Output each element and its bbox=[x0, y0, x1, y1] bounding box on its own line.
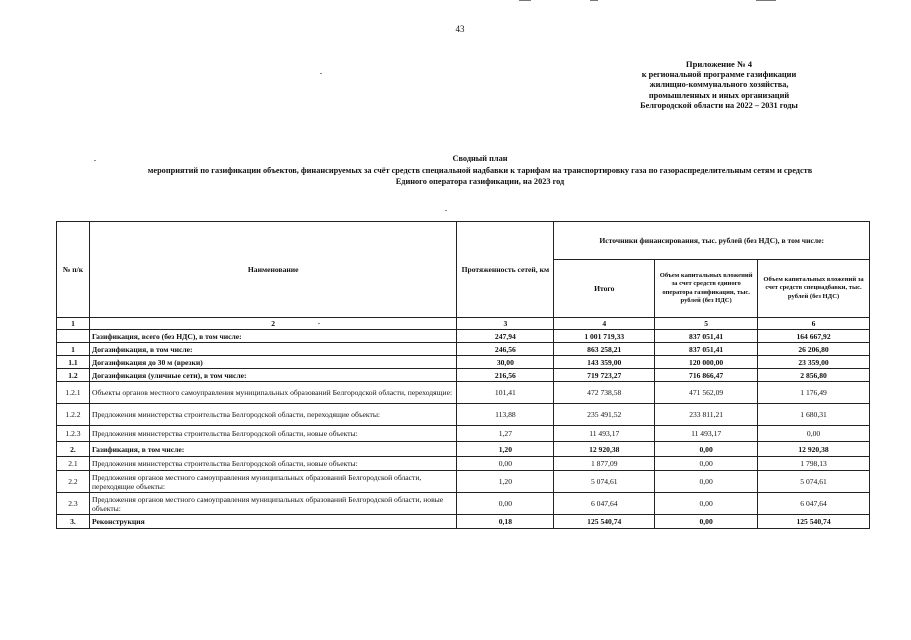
gasification-plan-table bbox=[56, 221, 870, 529]
header-surcharge-funds: Объем капитальных вложений за счет средств спецнадбавки, тыс. рублей (без НДС) bbox=[758, 260, 870, 318]
column-number: 3 bbox=[457, 318, 554, 330]
row-total: 125 540,74 bbox=[554, 515, 655, 529]
row-length: 247,94 bbox=[457, 330, 554, 343]
table-row bbox=[57, 493, 870, 515]
column-number: 1 bbox=[57, 318, 90, 330]
row-surcharge: 23 359,00 bbox=[758, 356, 870, 369]
table-row bbox=[57, 382, 870, 404]
row-number bbox=[57, 330, 90, 343]
table-row bbox=[57, 515, 870, 529]
scan-edge-line bbox=[756, 0, 776, 1]
row-length: 0,00 bbox=[457, 457, 554, 471]
row-surcharge: 125 540,74 bbox=[758, 515, 870, 529]
row-length: 1,20 bbox=[457, 471, 554, 493]
appendix-header bbox=[589, 59, 849, 112]
table-row bbox=[57, 404, 870, 426]
row-length: 0,18 bbox=[457, 515, 554, 529]
row-total: 719 723,27 bbox=[554, 369, 655, 382]
row-operator: 471 562,09 bbox=[655, 382, 758, 404]
row-length: 1,20 bbox=[457, 442, 554, 457]
row-operator: 716 866,47 bbox=[655, 369, 758, 382]
row-surcharge: 0,00 bbox=[758, 426, 870, 442]
row-total: 863 258,21 bbox=[554, 343, 655, 356]
row-name: Газификация, в том числе: bbox=[89, 442, 456, 457]
row-total: 1 877,09 bbox=[554, 457, 655, 471]
row-total: 5 074,61 bbox=[554, 471, 655, 493]
row-name: Газификация, всего (без НДС), в том числе: bbox=[89, 330, 456, 343]
row-surcharge: 26 206,80 bbox=[758, 343, 870, 356]
row-total: 143 359,00 bbox=[554, 356, 655, 369]
row-length: 113,88 bbox=[457, 404, 554, 426]
table-row bbox=[57, 442, 870, 457]
row-operator: 0,00 bbox=[655, 457, 758, 471]
header-sources: Источники финансирования, тыс. рублей (без НДС), в том числе: bbox=[554, 222, 870, 260]
row-name: Догазификация, в том числе: bbox=[89, 343, 456, 356]
appendix-line: Приложение № 4 bbox=[685, 59, 753, 69]
row-number: 2. bbox=[57, 442, 90, 457]
table-row bbox=[57, 369, 870, 382]
row-operator: 120 000,00 bbox=[655, 356, 758, 369]
title-line: Сводный план bbox=[452, 154, 508, 163]
row-operator: 837 051,41 bbox=[655, 343, 758, 356]
row-name: Предложения министерства строительства Белгородской области, новые объекты: bbox=[89, 457, 456, 471]
row-number: 1 bbox=[57, 343, 90, 356]
header-name: Наименование bbox=[89, 222, 456, 318]
row-number: 2.2 bbox=[57, 471, 90, 493]
table-row bbox=[57, 471, 870, 493]
row-operator: 837 051,41 bbox=[655, 330, 758, 343]
row-name: Догазификация до 30 м (врезки) bbox=[89, 356, 456, 369]
table-row bbox=[57, 343, 870, 356]
row-surcharge: 1 176,49 bbox=[758, 382, 870, 404]
appendix-line: Белгородской области на 2022 – 2031 годы bbox=[640, 101, 798, 111]
table-row bbox=[57, 426, 870, 442]
row-length: 216,56 bbox=[457, 369, 554, 382]
row-name: Предложения органов местного самоуправления муниципальных образований Белгородской области, переходящие объекты: bbox=[89, 471, 456, 493]
row-length: 30,00 bbox=[457, 356, 554, 369]
row-operator: 0,00 bbox=[655, 442, 758, 457]
row-surcharge: 6 047,64 bbox=[758, 493, 870, 515]
row-total: 235 491,52 bbox=[554, 404, 655, 426]
row-total: 12 920,38 bbox=[554, 442, 655, 457]
table-row bbox=[57, 356, 870, 369]
row-operator: 0,00 bbox=[655, 493, 758, 515]
row-number: 1.2.1 bbox=[57, 382, 90, 404]
row-number: 2.3 bbox=[57, 493, 90, 515]
row-number: 1.2.2 bbox=[57, 404, 90, 426]
header-length: Протяженность сетей, км bbox=[457, 222, 554, 318]
row-surcharge: 5 074,61 bbox=[758, 471, 870, 493]
column-number: 5 bbox=[655, 318, 758, 330]
row-surcharge: 164 667,92 bbox=[758, 330, 870, 343]
row-number: 1.1 bbox=[57, 356, 90, 369]
row-total: 6 047,64 bbox=[554, 493, 655, 515]
column-number: 6 bbox=[758, 318, 870, 330]
column-number: 2 bbox=[89, 318, 456, 330]
table-row bbox=[57, 330, 870, 343]
row-operator: 0,00 bbox=[655, 515, 758, 529]
row-number: 3. bbox=[57, 515, 90, 529]
row-total: 1 001 719,33 bbox=[554, 330, 655, 343]
scan-speck bbox=[320, 73, 322, 74]
row-total: 472 738,58 bbox=[554, 382, 655, 404]
row-number: 1.2.3 bbox=[57, 426, 90, 442]
row-number: 2.1 bbox=[57, 457, 90, 471]
header-operator-funds: Объем капитальных вложений за счет средств единого оператора газификации, тыс. рублей (без НДС) bbox=[655, 260, 758, 318]
row-surcharge: 1 680,31 bbox=[758, 404, 870, 426]
header-number: № п/к bbox=[57, 222, 90, 318]
row-length: 1,27 bbox=[457, 426, 554, 442]
row-length: 246,56 bbox=[457, 343, 554, 356]
scan-speck bbox=[445, 210, 447, 211]
row-total: 11 493,17 bbox=[554, 426, 655, 442]
header-total: Итого bbox=[554, 260, 655, 318]
row-name: Предложения органов местного самоуправления муниципальных образований Белгородской области, новые объекты: bbox=[89, 493, 456, 515]
appendix-line: к региональной программе газификации bbox=[641, 69, 797, 79]
column-number: 4 bbox=[554, 318, 655, 330]
row-name: Реконструкция bbox=[89, 515, 456, 529]
table-row bbox=[57, 457, 870, 471]
page-number: 43 bbox=[455, 24, 465, 34]
row-name: Догазификация (уличные сети), в том числе: bbox=[89, 369, 456, 382]
row-surcharge: 1 798,13 bbox=[758, 457, 870, 471]
scan-edge-line bbox=[519, 0, 531, 1]
document-title bbox=[90, 153, 870, 188]
row-surcharge: 2 856,80 bbox=[758, 369, 870, 382]
appendix-line: промышленных и иных организаций bbox=[648, 90, 790, 100]
row-name: Предложения министерства строительства Белгородской области, новые объекты: bbox=[89, 426, 456, 442]
row-name: Объекты органов местного самоуправления муниципальных образований Белгородской области, переходящие: bbox=[89, 382, 456, 404]
row-number: 1.2 bbox=[57, 369, 90, 382]
title-line: мероприятий по газификации объектов, финансируемых за счёт средств специальной надбавки к тарифам на транспортировку газа по газораспределительным сетям и средств bbox=[147, 165, 813, 175]
row-surcharge: 12 920,38 bbox=[758, 442, 870, 457]
row-operator: 233 811,21 bbox=[655, 404, 758, 426]
row-name: Предложения министерства строительства Белгородской области, переходящие объекты: bbox=[89, 404, 456, 426]
row-length: 101,41 bbox=[457, 382, 554, 404]
row-operator: 11 493,17 bbox=[655, 426, 758, 442]
scan-edge-line bbox=[590, 0, 598, 1]
row-operator: 0,00 bbox=[655, 471, 758, 493]
title-line: Единого оператора газификации, на 2023 год bbox=[395, 177, 565, 186]
appendix-line: жилищно-коммунального хозяйства, bbox=[649, 80, 789, 90]
row-length: 0,00 bbox=[457, 493, 554, 515]
